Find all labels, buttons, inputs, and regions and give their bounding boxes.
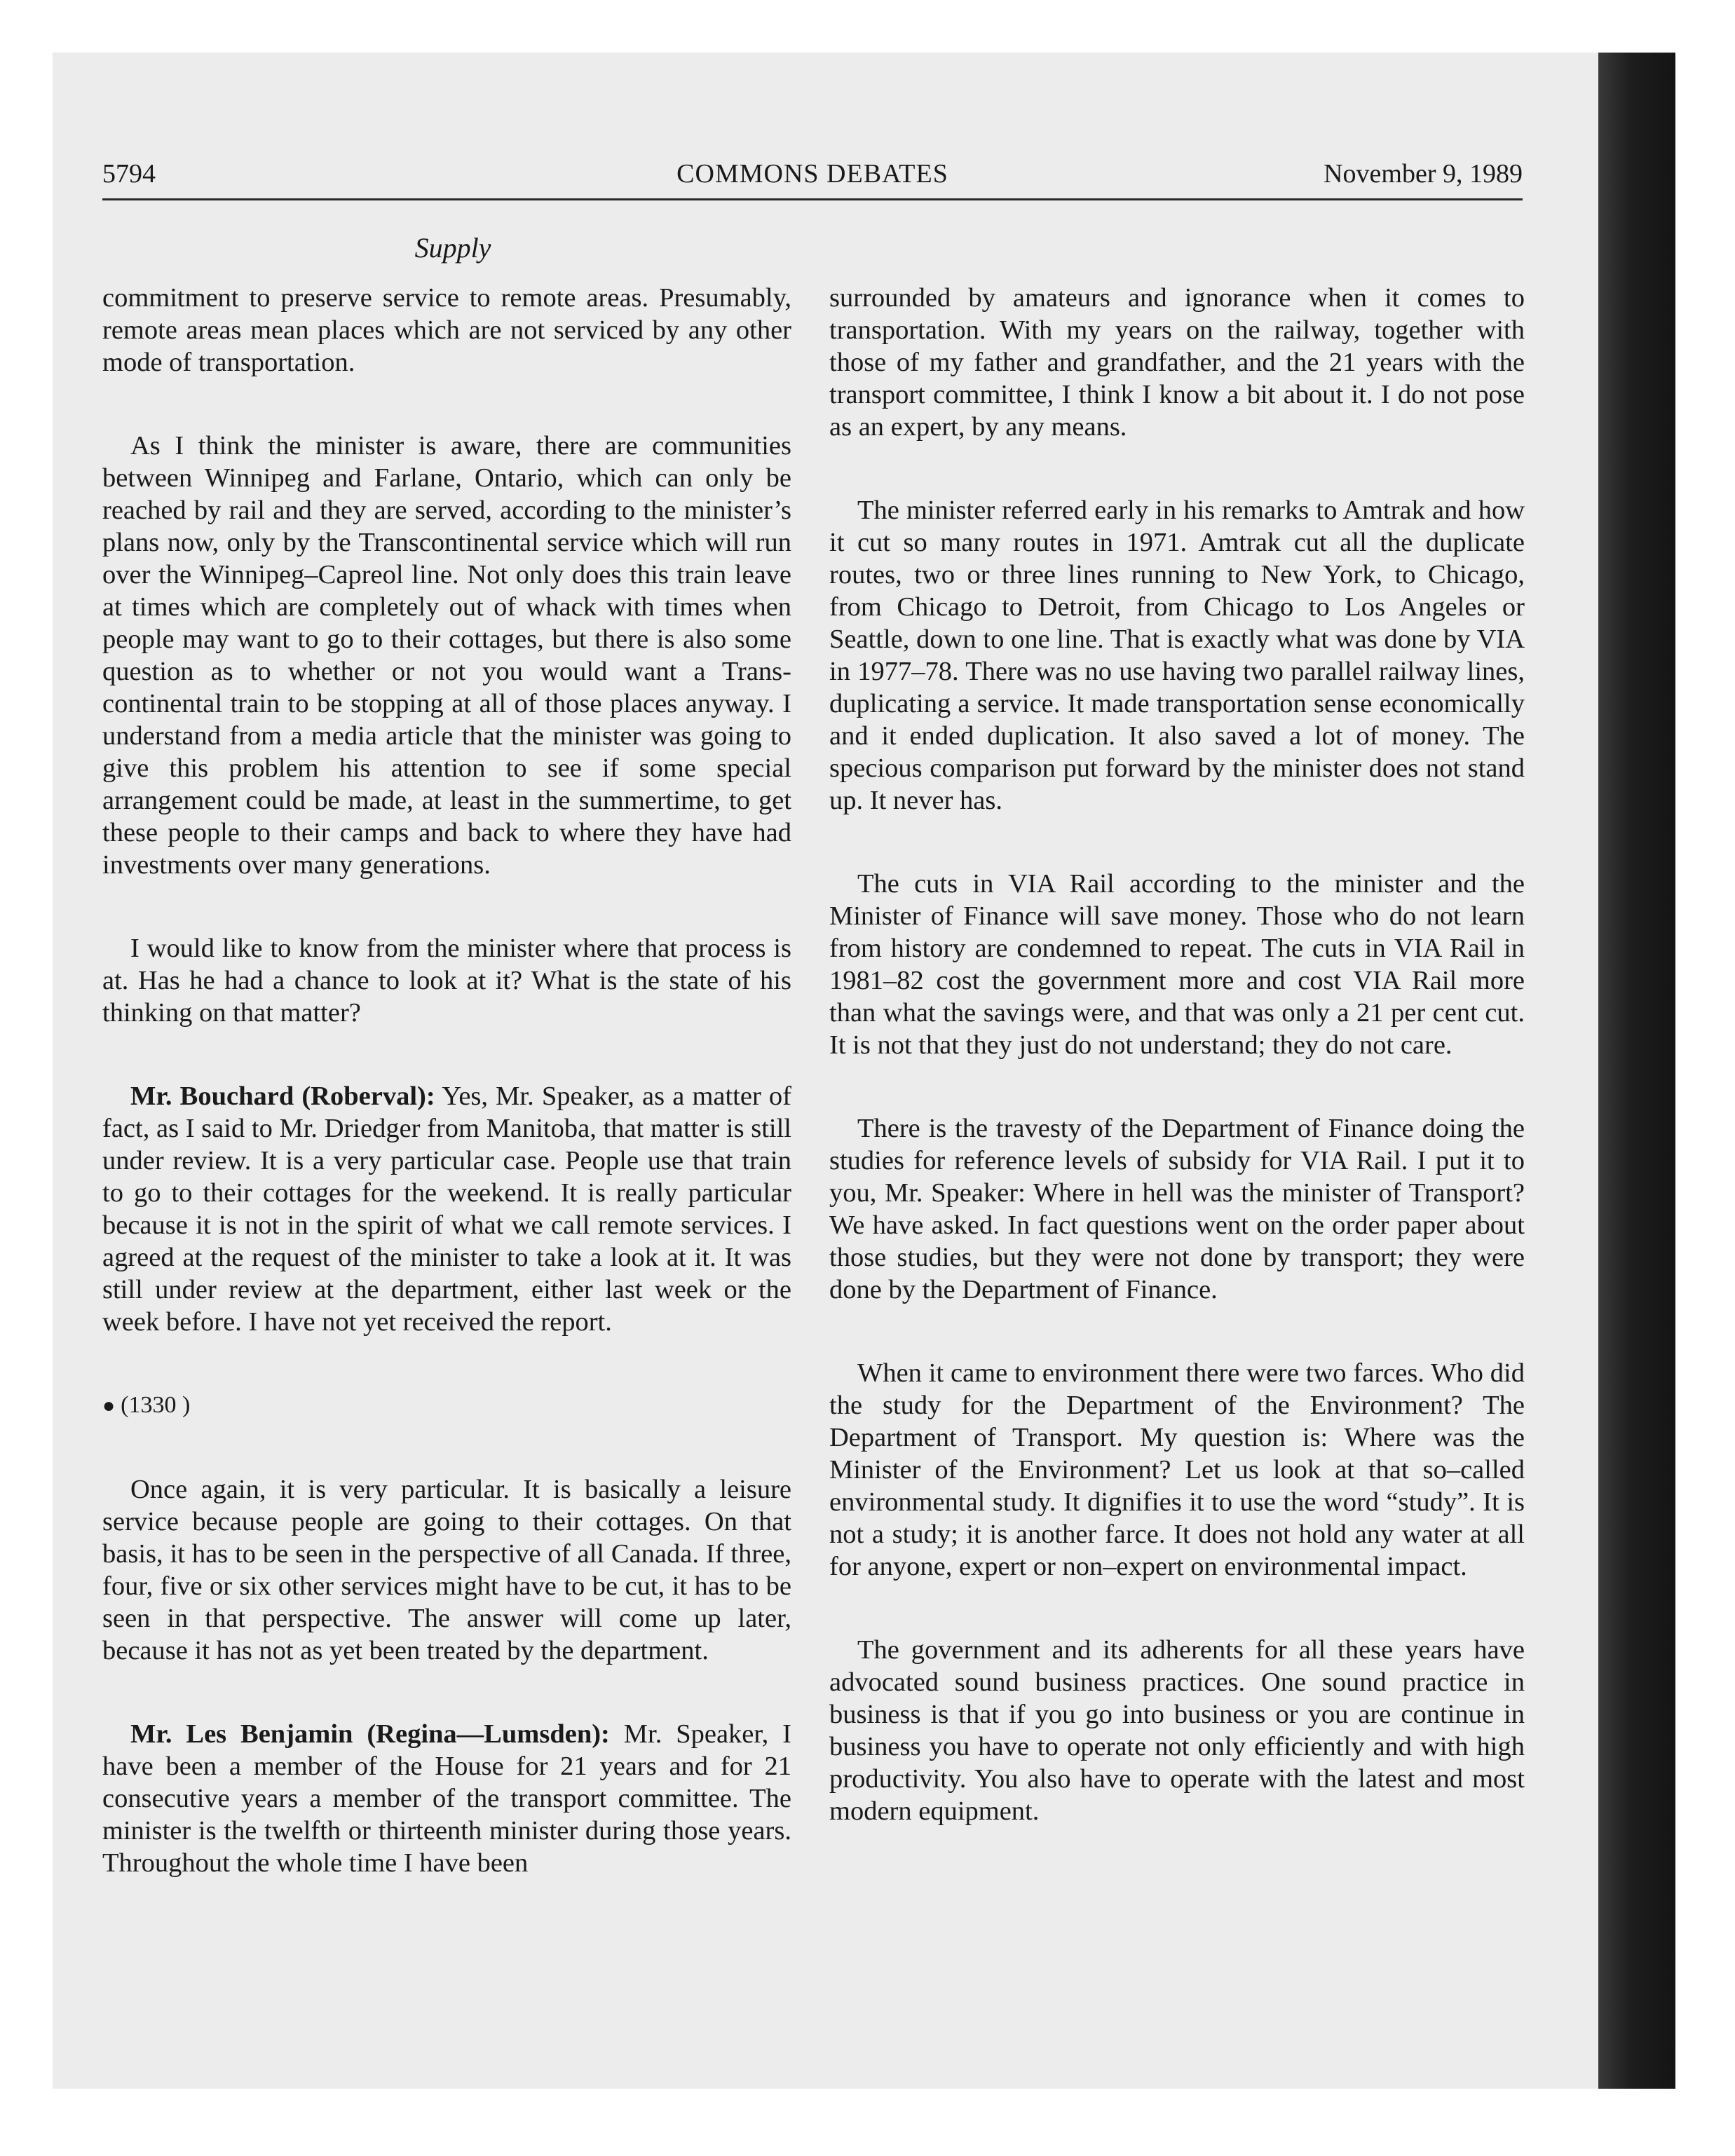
paragraph: The minister referred early in his remarks to Amtrak and how it cut so many routes in 1971. Amtrak cut all the duplicate routes, two or three lines running to New York, to Chicago, from Chicago to Detroit, from Chicago to Los Angeles or Seattle, down to one line. That is exactly what was done by VIA in 1977–78. There was no use having two parallel railway lines, duplicating a service. It made transportation sense economically and it ended duplication. It also saved a lot of money. The specious comparison put forward by the minister does not stand up. It never has.	[829, 496, 1525, 815]
paragraph: There is the travesty of the Department of Finance doing the studies for reference levels of subsidy for VIA Rail. I put it to you, Mr. Speaker: Where in hell was the minister of Transport? We have asked. In fact questions went on the order paper about those studies, but they were not done by transport; they were done by the Department of Finance.	[829, 1114, 1525, 1304]
speech-paragraph	[102, 1080, 791, 1338]
page-number: 5794	[102, 159, 156, 189]
paragraph: Once again, it is very particular. It is basically a leisure service because people are going to their cottages. On that basis, it has to be seen in the perspective of all Canada. If three, four, five or six other services might have to be cut, it has to be seen in that perspective. The answer will come up later, because it has not as yet been treated by the department.	[102, 1475, 791, 1665]
paragraph: I would like to know from the minister where that process is at. Has he had a chance to look at it? What is the state of his thinking on that matter?	[102, 934, 791, 1028]
header-rule	[102, 198, 1523, 200]
paragraph: The government and its adherents for all these years have advocated sound business practices. One sound practice in business is that if you go into business or you are continue in business you have to operate not only efficiently and with high productivity. You also have to operate with the latest and most modern equipment.	[829, 1635, 1525, 1826]
speech-text: Mr. Speaker, I have been a member of the House for 21 years and for 21 consecutive years a member of the transport committee. The minister is the twelfth or thirteenth minister during those years. Throughout the whole time I have been	[102, 1719, 791, 1878]
publication-date: November 9, 1989	[1324, 159, 1523, 189]
paragraph: When it came to environment there were two farces. Who did the study for the Department of the Environment? The Department of Transport. My question is: Where was the Minister of the Environment? Let us look at that so–called environmental study. It dignifies it to use the word “study”. It is not a study; it is another farce. It does not hold any water at all for anyone, expert or non–expert on environmental impact.	[829, 1358, 1525, 1581]
speaker-name: Mr. Bouchard (Roberval):	[130, 1082, 435, 1111]
left-column	[102, 282, 791, 1879]
bullet-icon: ●	[102, 1394, 116, 1417]
speaker-name: Mr. Les Benjamin (Regina—Lumsden):	[130, 1719, 610, 1749]
paragraph: commitment to preserve service to remote areas. Presumably, remote areas mean places which are not serviced by any other mode of transportation.	[102, 283, 791, 377]
right-column	[829, 282, 1525, 1827]
page-header	[102, 158, 1523, 193]
time-marker-text: (1330 )	[121, 1392, 191, 1418]
paragraph: The cuts in VIA Rail according to the minister and the Minister of Finance will save money. Those who do not learn from history are condemned to repeat. The cuts in VIA Rail in 1981–82 cost the government more and cost VIA Rail more than what the savings were, and that was only a 21 per cent cut. It is not that they just do not understand; they do not care.	[829, 869, 1525, 1060]
publication-title: COMMONS DEBATES	[676, 159, 948, 189]
paragraph: As I think the minister is aware, there are communities between Winnipeg and Farlane, Ontario, which can only be reached by rail and they are served, according to the minister’s plans now, only by the Transcontinental service which will run over the Winnipeg–Capreol line. Not only does this train leave at times which are completely out of whack with times when people may want to go to their cottages, but there is also some question as to whether or not you would want a Transcontinental train to be stopping at all of those places anyway. I understand from a media article that the minister was going to give this problem his attention to see if some special arrangement could be made, at least in the summertime, to get these people to their camps and back to where they have had investments over many generations.	[102, 431, 791, 880]
speech-paragraph	[102, 1718, 791, 1879]
time-marker	[102, 1389, 791, 1422]
paragraph: surrounded by amateurs and ignorance when it comes to transportation. With my years on the railway, together with those of my father and grandfather, and the 21 years with the transport committee, I think I know a bit about it. I do not pose as an expert, by any means.	[829, 283, 1525, 442]
speech-text: Yes, Mr. Speaker, as a matter of fact, as I said to Mr. Driedger from Manitoba, that matter is still under review. It is a very particular case. People use that train to go to their cottages for the weekend. It is really particular because it is not in the spirit of what we call remote services. I agreed at the request of the minister to take a look at it. It was still under review at the department, either last week or the week before. I have not yet received the report.	[102, 1082, 791, 1337]
section-title: Supply	[414, 232, 491, 264]
binding-shadow	[1598, 53, 1675, 2089]
